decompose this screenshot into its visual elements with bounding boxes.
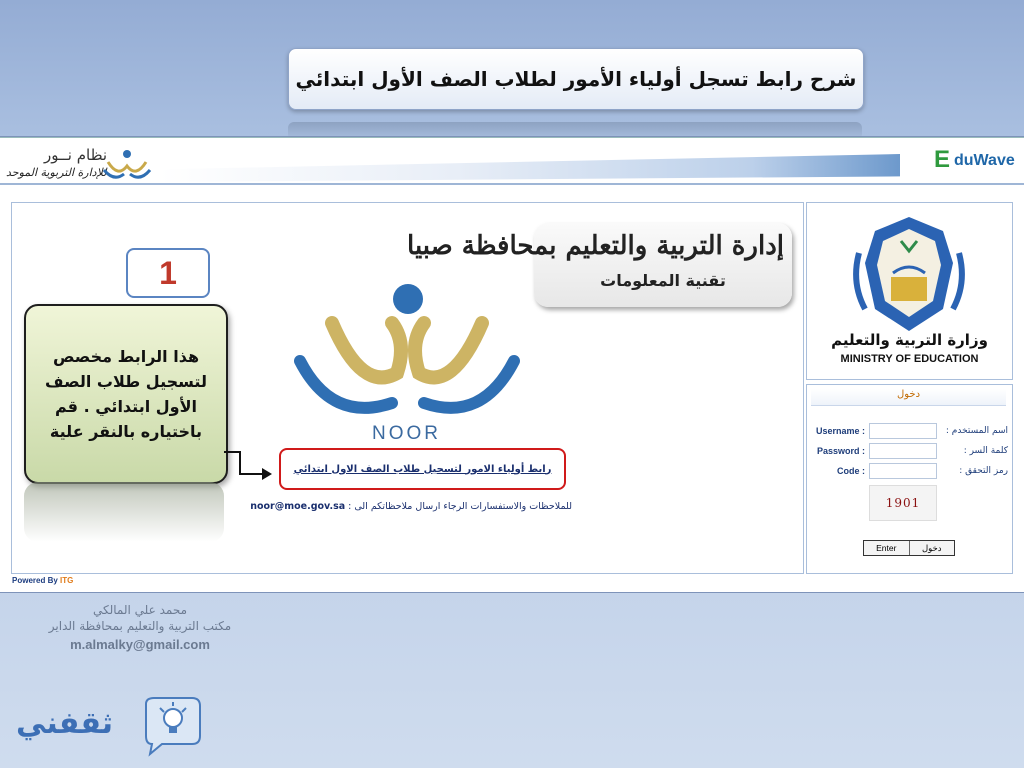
username-input[interactable] — [869, 423, 937, 439]
ministry-name-en: MINISTRY OF EDUCATION — [840, 353, 979, 365]
ministry-crest-icon — [847, 213, 971, 335]
login-button[interactable] — [863, 540, 955, 556]
author-email: m.almalky@gmail.com — [70, 637, 210, 652]
thaqafni-logo[interactable] — [16, 696, 216, 756]
instruction-callout: هذا الرابط مخصص لتسجيل طلاب الصف الأول ابتدائي . قم باختياره بالنقر علية — [24, 304, 228, 484]
code-label-ar: رمز التحقق : — [959, 466, 1008, 476]
login-title: دخول — [811, 389, 1006, 406]
powered-by — [12, 576, 73, 585]
password-row — [807, 443, 1012, 461]
noor-wordmark: NOOR — [372, 423, 441, 444]
it-banner-line1: إدارة التربية والتعليم بمحافظة صبيا — [407, 231, 784, 261]
author-name: محمد علي المالكي — [92, 603, 188, 617]
contact-email-link[interactable]: noor@moe.gov.sa — [250, 501, 346, 512]
ministry-name-ar: وزارة التربية والتعليم — [831, 331, 988, 349]
username-label-ar: اسم المستخدم : — [945, 426, 1008, 436]
powered-by-label: Powered By — [12, 576, 61, 585]
ministry-panel — [806, 202, 1013, 380]
author-credits — [40, 603, 240, 652]
lightbulb-speech-icon — [136, 696, 206, 756]
callout-reflection — [24, 482, 224, 542]
noor-system-logo[interactable] — [4, 144, 154, 184]
noor-system-subtitle: للإدارة التربوية الموحد — [6, 166, 107, 179]
code-label-en: Code : — [837, 466, 865, 476]
header-swoosh — [160, 154, 900, 182]
eduwave-logo[interactable] — [930, 144, 1015, 178]
thaqafni-wordmark: ثقفني — [16, 706, 114, 741]
code-row — [807, 463, 1012, 481]
author-office: مكتب التربية والتعليم بمحافظة الداير — [48, 619, 232, 633]
eduwave-text: duWave — [954, 152, 1015, 169]
login-button-ar: دخول — [921, 543, 942, 553]
noor-logo-icon — [292, 283, 532, 443]
eduwave-letter: E — [934, 146, 951, 173]
step-number-badge: 1 — [126, 248, 210, 298]
powered-by-brand: ITG — [60, 576, 74, 585]
parent-registration-link[interactable]: رابط أولياء الامور لتسجيل طلاب الصف الاول ابتدائي — [279, 448, 566, 490]
noor-mini-icon — [100, 148, 154, 184]
contact-prefix: للملاحظات والاستفسارات الرجاء ارسال ملاحظاتكم الى : — [348, 501, 572, 512]
contact-line — [252, 501, 572, 512]
site-header — [0, 138, 1024, 186]
login-button-en: Enter — [864, 541, 910, 555]
captcha-image: 1901 — [869, 485, 937, 521]
it-department-banner — [407, 223, 792, 307]
password-label-en: Password : — [816, 446, 865, 456]
code-input[interactable] — [869, 463, 937, 479]
username-row — [807, 423, 1012, 441]
slide-title: شرح رابط تسجل أولياء الأمور لطلاب الصف الأول ابتدائي — [288, 48, 864, 110]
noor-system-title: نظام نــور — [44, 146, 108, 164]
it-banner-line2: تقنية المعلومات — [600, 271, 726, 290]
username-label-en: Username : — [815, 426, 865, 436]
login-panel — [806, 384, 1013, 574]
password-label-ar: كلمة السر : — [963, 446, 1008, 456]
password-input[interactable] — [869, 443, 937, 459]
